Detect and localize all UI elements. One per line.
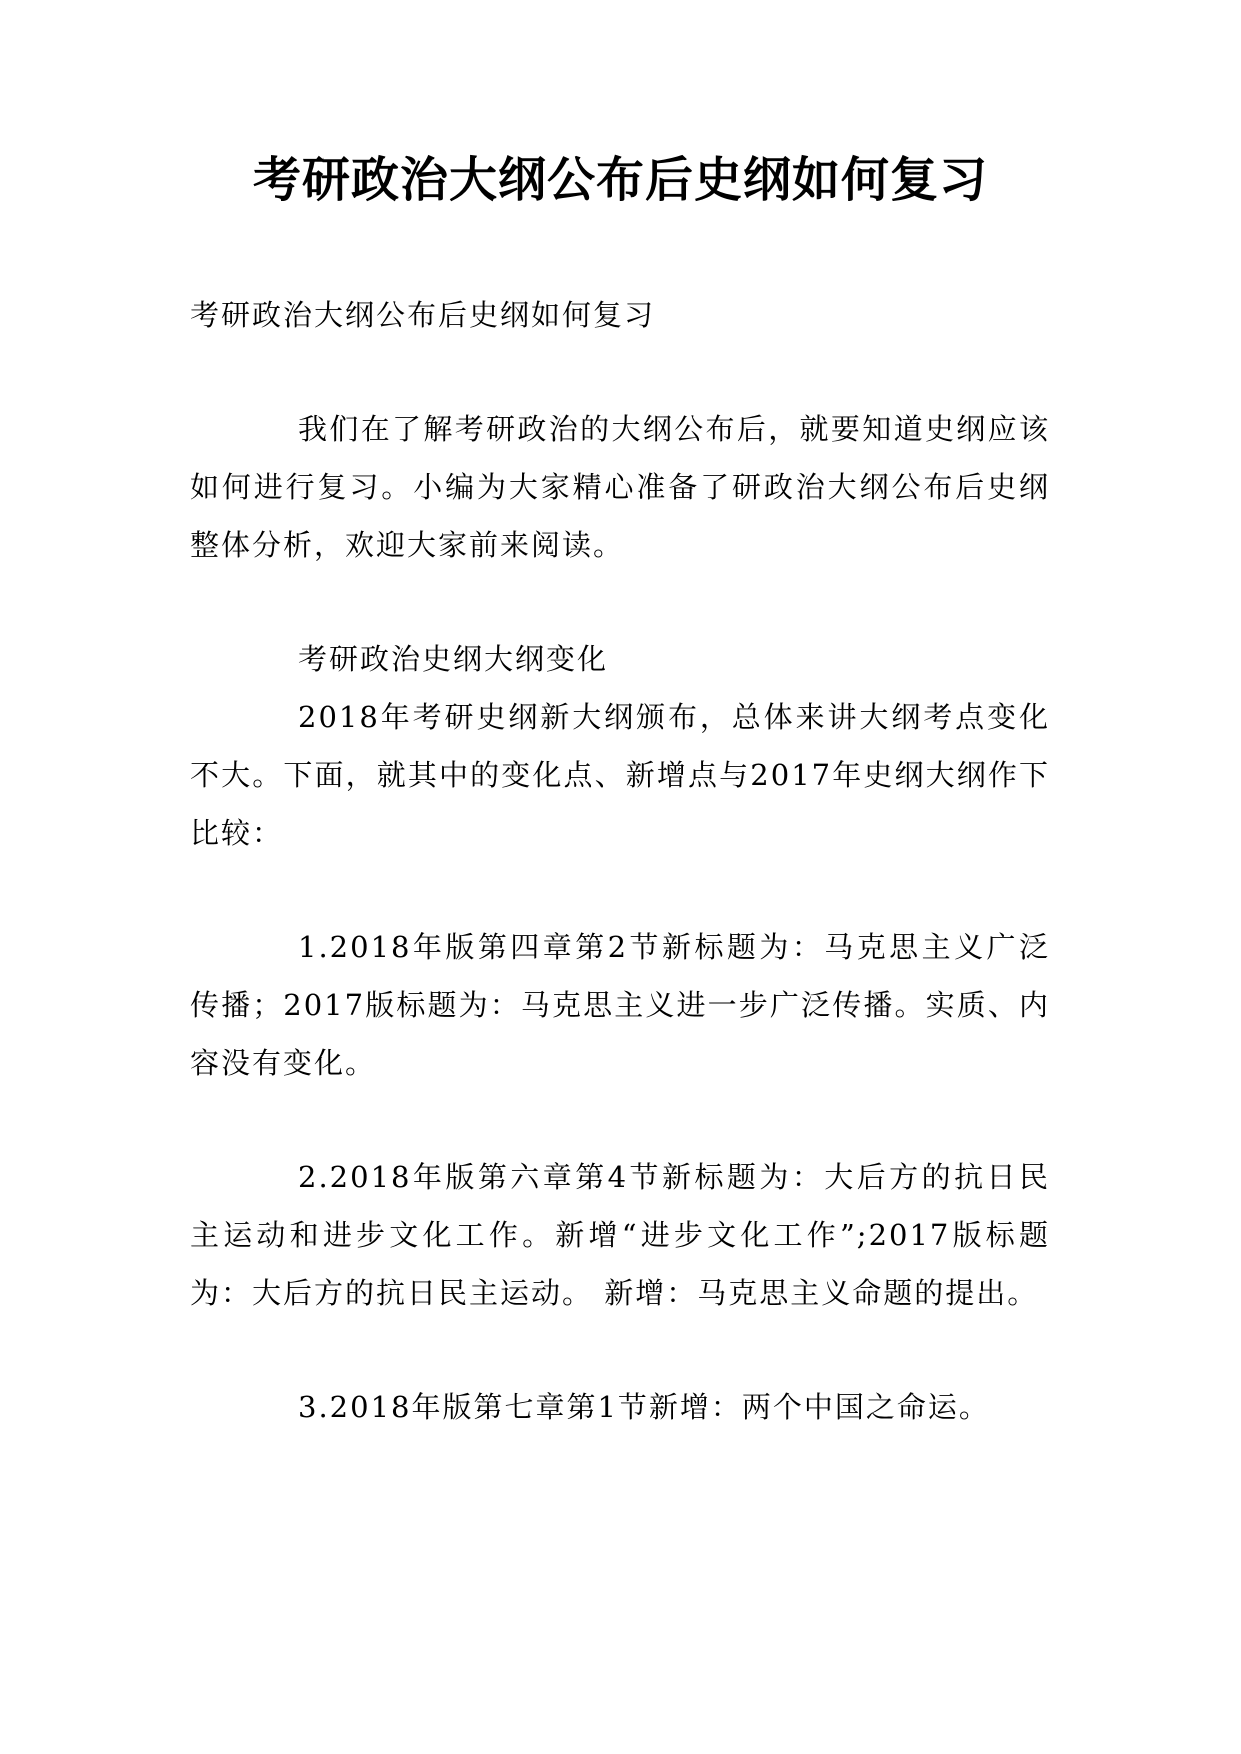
intro-paragraph: 我们在了解考研政治的大纲公布后，就要知道史纲应该如何进行复习。小编为大家精心准备了研政治大纲公布后史纲整体分析，欢迎大家前来阅读。 <box>190 412 1050 562</box>
item-3-paragraph: 3.2018年版第七章第1节新增：两个中国之命运。 <box>298 1390 990 1424</box>
document-title: 考研政治大纲公布后史纲如何复习 <box>252 152 988 208</box>
subtitle-paragraph: 考研政治大纲公布后史纲如何复习 <box>190 298 656 332</box>
item-1-paragraph: 1.2018年版第四章第2节新标题为：马克思主义广泛传播；2017版标题为：马克思主义进一步广泛传播。实质、内容没有变化。 <box>190 930 1050 1080</box>
document-body <box>190 286 1050 1436</box>
item-2-paragraph: 2.2018年版第六章第4节新标题为：大后方的抗日民主运动和进步文化工作。新增“进步文化工作”;2017版标题为：大后方的抗日民主运动。 新增：马克思主义命题的提出。 <box>190 1160 1050 1310</box>
overview-paragraph: 2018年考研史纲新大纲颁布，总体来讲大纲考点变化不大。下面，就其中的变化点、新增点与2017年史纲大纲作下比较： <box>190 700 1050 850</box>
section-heading: 考研政治史纲大纲变化 <box>298 642 609 676</box>
